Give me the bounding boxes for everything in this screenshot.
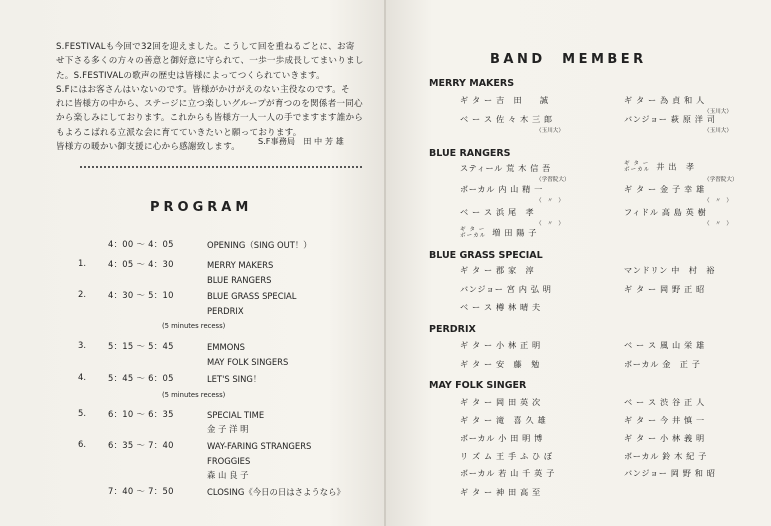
member-entry: ギ タ ー 吉 田 誠 (460, 95, 549, 105)
member-entry: ベ ー ス 樽 林 晴 夫 (460, 302, 541, 312)
member-entry: バンジョー 岡 野 和 昭 (624, 468, 716, 478)
member-entry: ベ ー ス 風 山 栄 雄 (624, 340, 705, 350)
program-time: 4：00 ～ 4：05 (108, 239, 174, 249)
member-entry: ギ タ ー 岡 野 正 昭 (624, 284, 705, 294)
program-act: 森 山 良 子 (207, 470, 249, 480)
intro-line: た。S.FESTIVALの歌声の歴史は皆様によってつくられていきます。 (56, 70, 325, 81)
member-entry: バンジョー 宮 内 弘 明 (460, 284, 552, 294)
member-entry: ギ タ ー 滝 喜 久 雄 (460, 415, 547, 425)
program-act: BLUE RANGERS (207, 275, 272, 285)
member-entry: フィドル 高 島 英 樹 (624, 207, 707, 217)
member-entry: ボーカル 小 田 明 博 (460, 433, 543, 443)
dotted-divider (80, 166, 362, 168)
member-entry: ボーカル 鈴 木 紀 子 (624, 451, 707, 461)
member-name: 井 出 孝 (656, 161, 695, 172)
program-act: BLUE GRASS SPECIAL (207, 291, 297, 301)
member-entry (624, 161, 695, 173)
member-entry: ギ タ ー 小 林 義 明 (624, 433, 705, 443)
member-entry: ギ タ ー 為 貞 和 人 (624, 95, 705, 105)
program-time: 5：15 ～ 5：45 (108, 341, 174, 351)
program-time: 6：35 ～ 7：40 (108, 440, 174, 450)
member-school: （ 〃 ） (536, 198, 564, 204)
intro-line: もよろこばれる立派な会に育てていきたいと願っております。 (56, 127, 302, 138)
program-number: 4. (78, 372, 86, 382)
program-number: 5. (78, 408, 86, 418)
member-school: （ 〃 ） (704, 198, 732, 204)
program-act: MERRY MAKERS (207, 260, 274, 270)
intro-line: れに皆様方の中から、ステージに立つ楽しいグループが育つのを関係者一同心 (56, 99, 363, 110)
member-school: （玉川大） (536, 128, 564, 134)
recess-note: (5 minutes recess) (162, 391, 226, 399)
member-school: （玉川大） (704, 109, 732, 115)
member-entry: リ ズ ム 王 手 ふ ひ ぼ (460, 451, 553, 461)
member-entry: ベ ー ス 浜 尾 孝 (460, 207, 535, 217)
member-entry: ギ タ ー 神 田 高 至 (460, 487, 541, 497)
program-act: LET'S SING！ (207, 374, 262, 384)
member-entry: ギ タ ー 小 林 正 明 (460, 340, 541, 350)
member-entry: ギ タ ー 金 子 幸 雄 (624, 184, 705, 194)
group-heading: BLUE RANGERS (429, 148, 511, 159)
program-act: FROGGIES (207, 456, 251, 466)
member-entry (460, 227, 537, 239)
intro-line: から楽しみにしております。これからも皆様方一人一人の手でますます誰から (56, 113, 364, 124)
program-act: PERDRIX (207, 306, 244, 316)
intro-line: S.Fにはお客さんはいないのです。皆様がかけがえのない主役なのです。そ (56, 84, 350, 95)
member-school: （ 〃 ） (704, 221, 732, 227)
member-school: （学習院大） (536, 177, 570, 183)
recess-note: (5 minutes recess) (162, 322, 226, 330)
program-time: 4：30 ～ 5：10 (108, 290, 174, 300)
member-entry: ギ タ ー 安 藤 勉 (460, 359, 540, 369)
member-entry: スティール 荒 木 信 吾 (460, 163, 551, 173)
group-heading: MERRY MAKERS (429, 78, 515, 89)
program-title: PROGRAM (150, 200, 253, 215)
right-page (386, 0, 771, 526)
group-heading: BLUE GRASS SPECIAL (429, 250, 543, 261)
member-entry: ギ タ ー 今 井 慎 一 (624, 415, 705, 425)
member-entry: ベ ー ス 佐 々 木 三 郎 (460, 114, 553, 124)
program-time: 4：05 ～ 4：30 (108, 259, 174, 269)
member-entry: ギ タ ー 郡 家 淳 (460, 265, 535, 275)
member-instrument: ギ タ ー ボーカル (460, 227, 487, 239)
program-time: 5：45 ～ 6：05 (108, 373, 174, 383)
member-entry: マンドリン 中 村 裕 (624, 265, 716, 275)
intro-line: 皆様方の暖かい御支援に心から感謝致します。 (56, 142, 240, 153)
member-entry: ギ タ ー 岡 田 英 次 (460, 397, 541, 407)
member-school: （学習院大） (704, 177, 738, 183)
group-heading: PERDRIX (429, 324, 476, 335)
member-entry: ボーカル 若 山 千 英 子 (460, 468, 555, 478)
program-act: EMMONS (207, 342, 245, 352)
program-act: OPENING（SING OUT！） (207, 240, 312, 250)
member-name: 増 田 陽 子 (492, 227, 538, 238)
program-time: 7：40 ～ 7：50 (108, 486, 174, 496)
program-act: MAY FOLK SINGERS (207, 357, 289, 367)
member-entry: ボーカル 金 正 子 (624, 359, 701, 369)
program-act: WAY-FARING STRANGERS (207, 441, 312, 451)
intro-line: S.FESTIVALも今回で32回を迎えました。こうして回を重ねるごとに、お寄 (56, 42, 355, 52)
member-school: （ 〃 ） (536, 221, 564, 227)
member-entry: ベ ー ス 渋 谷 正 人 (624, 397, 705, 407)
member-school: （玉川大） (704, 128, 732, 134)
member-instrument: ギ タ ー ボーカル (624, 161, 651, 173)
program-number: 1. (78, 258, 86, 268)
member-entry: ボーカル 内 山 精 一 (460, 184, 543, 194)
member-entry: バンジョー 萩 原 洋 司 (624, 114, 716, 124)
intro-line: せ下さる多くの方々の善意と御好意に守られて、一歩一歩成長してまいりまし (56, 56, 364, 67)
band-member-title: BAND MEMBER (490, 52, 647, 67)
intro-signature: S.F事務局 田 中 芳 雄 (258, 136, 344, 146)
group-heading: MAY FOLK SINGER (429, 380, 527, 391)
program-number: 3. (78, 340, 86, 350)
program-number: 6. (78, 439, 86, 449)
program-act: CLOSING《今日の日はさようなら》 (207, 487, 345, 497)
program-act: SPECIAL TIME (207, 410, 265, 420)
program-number: 2. (78, 289, 86, 299)
program-time: 6：10 ～ 6：35 (108, 409, 174, 419)
program-act: 金 子 洋 明 (207, 424, 249, 434)
